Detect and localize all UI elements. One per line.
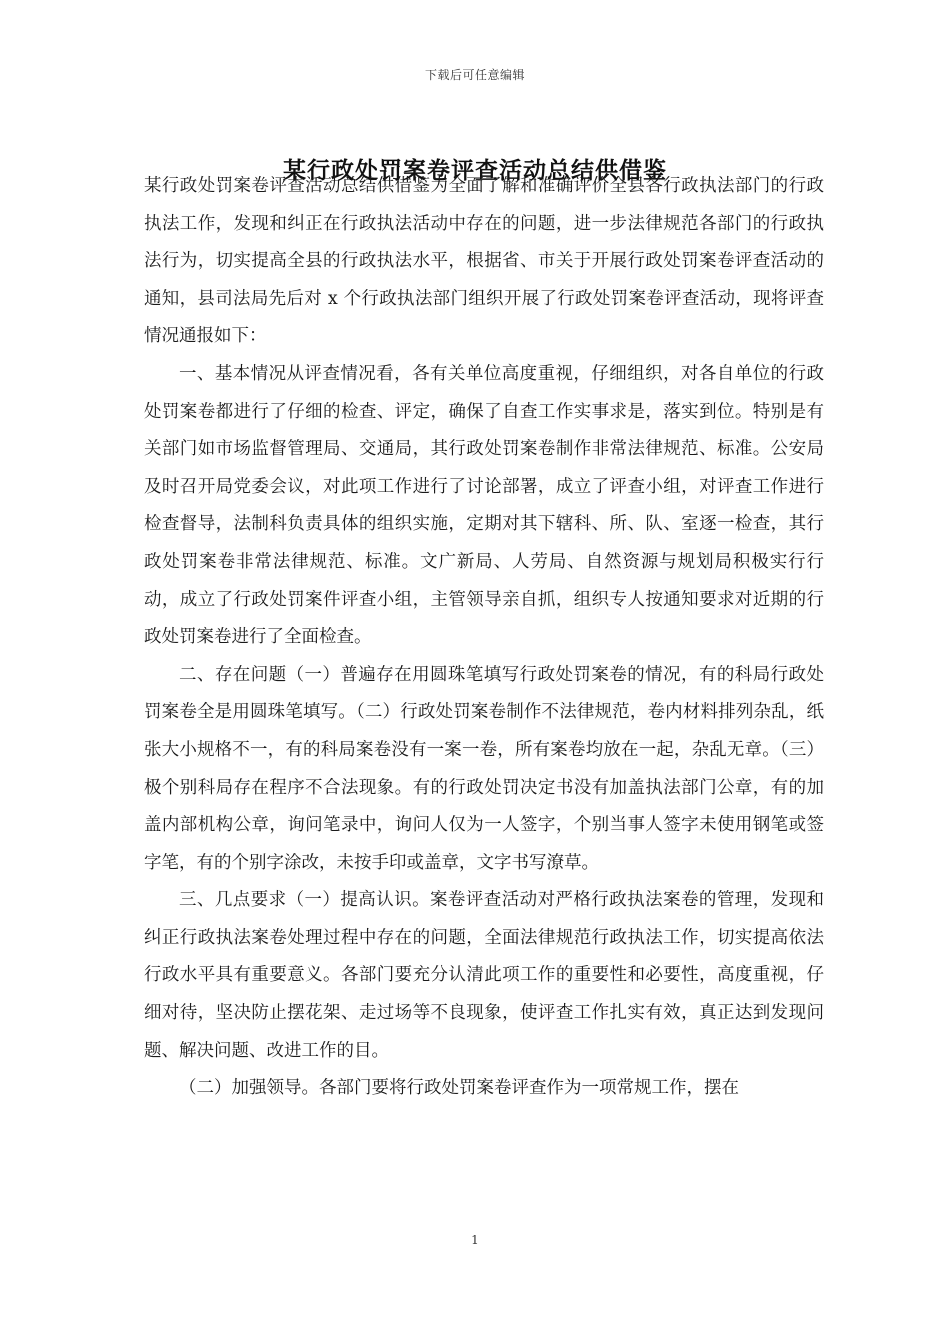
header-note: 下载后可任意编辑 <box>424 68 525 82</box>
paragraph-basic-situation: 一、基本情况从评查情况看，各有关单位高度重视，仔细组织，对各自单位的行政处罚案卷都进行了仔细的检查、评定，确保了自查工作实事求是，落实到位。特别是有关部门如市场监督管理局、交通局，其行政处罚案卷制作非常法律规范、标准。公安局及时召开局党委会议，对此项工作进行了讨论部署，成立了评查小组，对评查工作进行检查督导，法制科负责具体的组织实施，定期对其下辖科、所、队、室逐一检查，其行政处罚案卷非常法律规范、标准。文广新局、人劳局、自然资源与规划局积极实行行动，成立了行政处罚案件评查小组，主管领导亲自抓，组织专人按通知要求对近期的行政处罚案卷进行了全面检查。 <box>144 363 824 648</box>
document-body <box>144 168 824 1108</box>
paragraph-strengthen-leadership: （二）加强领导。各部门要将行政处罚案卷评查作为一项常规工作，摆在 <box>179 1078 739 1099</box>
paragraph-intro: 某行政处罚案卷评查活动总结供借鉴为全面了解和准确评价全县各行政执法部门的行政执法工作，发现和纠正在行政执法活动中存在的问题，进一步法律规范各部门的行政执法行为，切实提高全县的行政执法水平，根据省、市关于开展行政处罚案卷评查活动的通知，县司法局先后对 x 个行政执法部门组织开展了行政处罚案卷评查活动，现将评查情况通报如下： <box>144 176 824 347</box>
paragraph-existing-problems: 二、存在问题（一）普遍存在用圆珠笔填写行政处罚案卷的情况，有的科局行政处罚案卷全是用圆珠笔填写。（二）行政处罚案卷制作不法律规范，卷内材料排列杂乱，纸张大小规格不一，有的科局案卷没有一案一卷，所有案卷均放在一起，杂乱无章。（三）极个别科局存在程序不合法现象。有的行政处罚决定书没有加盖执法部门公章，有的加盖内部机构公章，询问笔录中，询问人仅为一人签字，个别当事人签字未使用钢笔或签字笔，有的个别字涂改，未按手印或盖章，文字书写潦草。 <box>144 664 824 873</box>
page-number: 1 <box>471 1233 479 1247</box>
paragraph-requirements: 三、几点要求（一）提高认识。案卷评查活动对严格行政执法案卷的管理，发现和纠正行政执法案卷处理过程中存在的问题，全面法律规范行政执法工作，切实提高依法行政水平具有重要意义。各部门要充分认清此项工作的重要性和必要性，高度重视，仔细对待，坚决防止摆花架、走过场等不良现象，使评查工作扎实有效，真正达到发现问题、解决问题、改进工作的目。 <box>144 890 824 1061</box>
document-title: 某行政处罚案卷评查活动总结供借鉴 <box>283 157 667 184</box>
